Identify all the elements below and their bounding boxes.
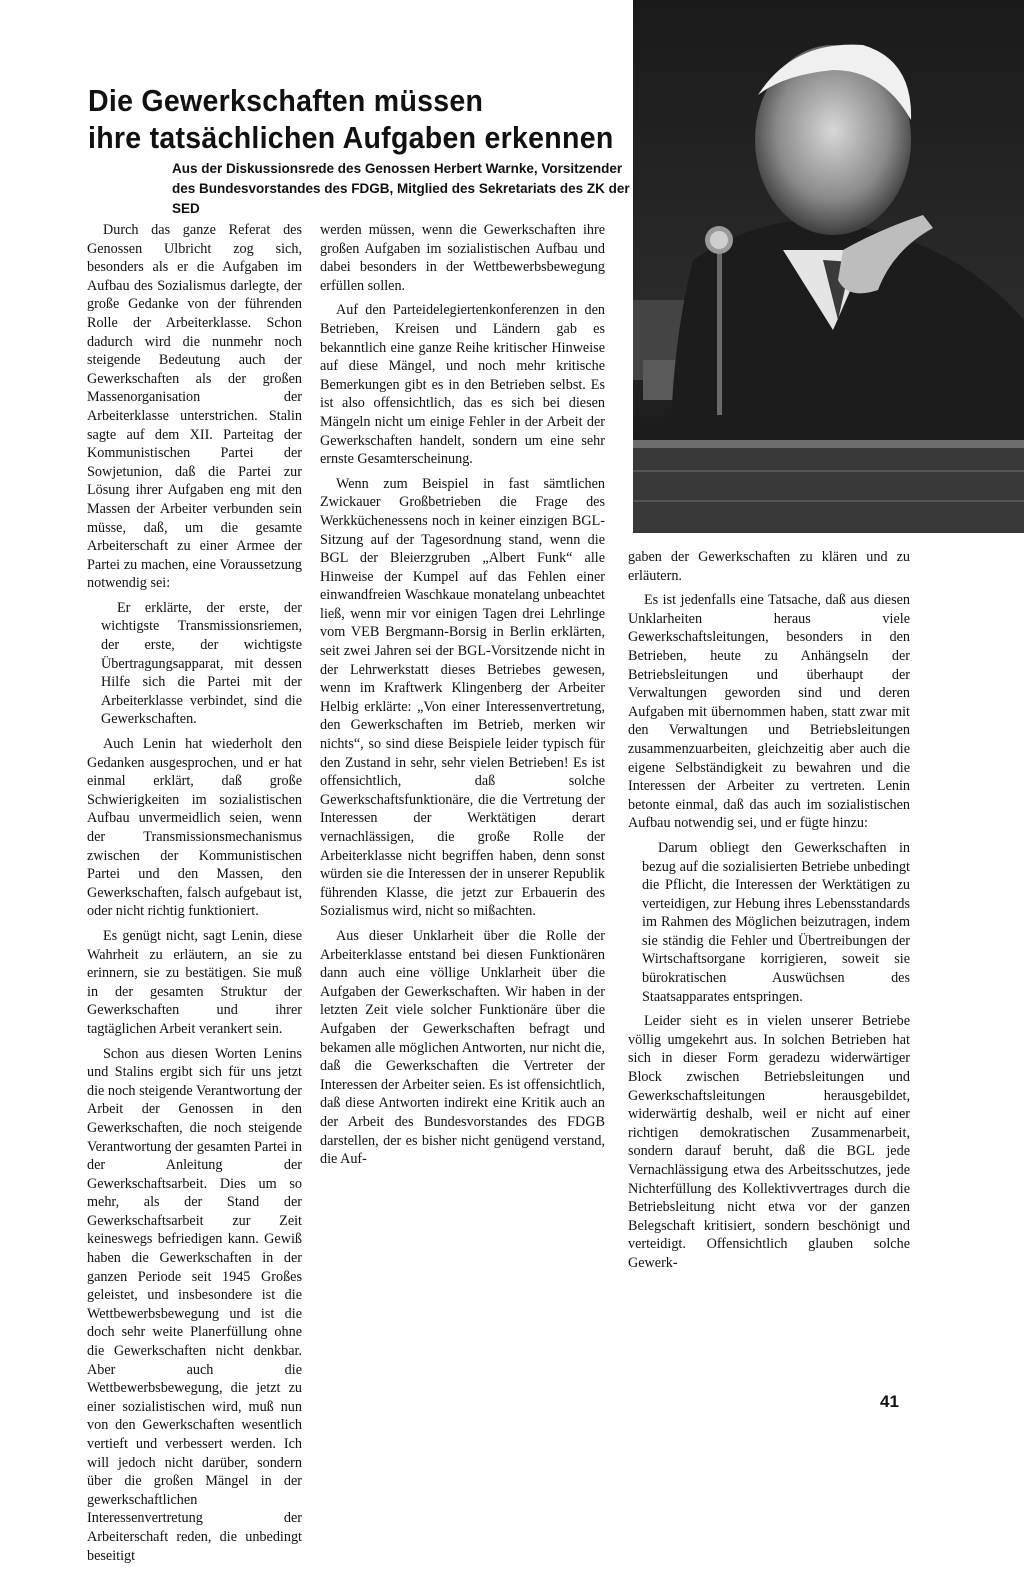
text-column-2 (320, 221, 605, 1175)
paragraph-quote: Darum obliegt den Gewerkschaften in bezug auf die sozialisierten Betriebe unbedingt die Pflicht, die Interessen der Werktätigen zu verteidigen, zur Hebung ihres Lebensstandards im Rahmen des Möglichen beizutragen, indem sie ständig die Fehler und Übertreibungen der Wirtschaftsorgane korrigieren, soweit sie bürokratischen Auswüchsen des Staatsapparates entspringen. (642, 839, 910, 1005)
paragraph: werden müssen, wenn die Gewerkschaften ihre großen Aufgaben im sozialistischen Aufbau und dabei besonders in der Wettbewerbsbewegung erfüllen sollen. (320, 222, 605, 294)
headline-line-1: Die Gewerkschaften müssen (88, 83, 484, 118)
paragraph-quote: Er erklärte, der erste, der wichtigste Transmissionsriemen, der erste, der wichtigste Übertragungsapparat, mit dessen Hilfe sich die Partei mit der Arbeiterklasse verbindet, sind die Gewerkschaften. (101, 599, 302, 728)
article-subtitle: Aus der Diskussionsrede des Genossen Herbert Warnke, Vorsitzender des Bundesvorstandes des FDGB, Mitglied des Sekretariats des ZK der SED (172, 161, 630, 216)
paragraph: Schon aus diesen Worten Lenins und Stalins ergibt sich für uns jetzt die noch steigende Verantwortung der Arbeit der Genossen in den Gewerkschaften, die noch steigende Verantwortung der gesamten Partei in der Anleitung der Gewerkschaftsarbeit. Dies um so mehr, als der Stand der Gewerkschaftsarbeit zur Zeit keineswegs befriedigen kann. Gewiß haben die Gewerkschaften in der ganzen Periode seit 1945 Großes geleistet, und insbesondere ist die Wettbewerbsbewegung und ist die doch sehr weite Planerfüllung ohne die Gewerkschaften nicht denkbar. Aber auch die Wettbewerbsbewegung, die jetzt zu einer sozialistischen wird, muß nun von den Gewerkschaften wesentlich vertieft und verbessert werden. Ich will jedoch nicht darüber, sondern über die großen Mängel in der gewerkschaftlichen Interessenvertretung der Arbeiterschaft reden, die unbedingt beseitigt (87, 1045, 302, 1564)
article-headline (88, 82, 614, 156)
paragraph: Es ist jedenfalls eine Tatsache, daß aus diesen Unklarheiten heraus viele Gewerkschaftsleitungen, besonders in den Betrieben, heute zu Anhängseln der Betriebsleitungen und überhaupt der Verwaltungen geworden sind und deren Aufgaben mit übernommen haben, statt zwar mit den Verwaltungen und Betriebsleitungen zusammenzuarbeiten, gleichzeitig aber auch die eigene Selbständigkeit zu bewahren und die Interessen der Arbeiter zu vertreten. Lenin betonte einmal, daß das auch im sozialistischen Aufbau notwendig sei, und er fügte hinzu: (628, 592, 910, 832)
page-number: 41 (880, 1392, 899, 1411)
paragraph: Durch das ganze Referat des Genossen Ulbricht zog sich, besonders als er die Aufgaben im Aufbau des Sozialismus darlegte, der große Gedanke von der führenden Rolle der Arbeiterklasse. Schon dadurch wird die nunmehr noch steigende Bedeutung auch der Gewerkschaften als der großen Massenorganisation der Arbeiterklasse unterstrichen. Stalin sagte auf dem XII. Parteitag der Kommunistischen Partei der Sowjetunion, daß die Partei zur Lösung ihrer Aufgaben eng mit den Massen der Arbeiter verbunden sein müsse, daß, um die gesamte Arbeiterschaft zu einer Armee der Partei zu machen, eine Voraussetzung notwendig sei: (87, 222, 302, 592)
paragraph: Leider sieht es in vielen unserer Betriebe völlig umgekehrt aus. In solchen Betrieben hat sich in dieser Form geradezu widerwärtiger Block zwischen Betriebsleitungen und Gewerkschaftsleitungen herausgebildet, widerwärtig deshalb, weil er nicht auf einer richtigen demokratischen Zusammenarbeit, sondern darauf beruht, daß die BGL jede Vernachlässigung etwa des Arbeitsschutzes, jede Nichterfüllung des Kollektivvertrages durch die Betriebsleitung nicht etwa vor der ganzen Belegschaft kritisiert, sondern beschönigt und verteidigt. Offensichtlich glauben solche Gewerk- (628, 1013, 910, 1271)
paragraph: Auch Lenin hat wiederholt den Gedanken ausgesprochen, und er hat einmal erklärt, daß große Schwierigkeiten im sozialistischen Aufbau unvermeidlich seien, wenn der Transmissionsmechanismus zwischen der Kommunistischen Partei und den Massen, den Gewerkschaften, falsch aufgebaut ist, oder nicht richtig funktioniert. (87, 736, 302, 920)
text-column-3 (628, 548, 910, 1279)
paragraph: gaben der Gewerkschaften zu klären und zu erläutern. (628, 549, 910, 584)
paragraph: Aus dieser Unklarheit über die Rolle der Arbeiterklasse entstand bei diesen Funktionären dann auch eine völlige Unklarheit über die Aufgaben der Gewerkschaften. Wir haben in der letzten Zeit viele solcher Funktionäre über die Aufgaben der Gewerkschaften befragt und bekamen alle möglichen Antworten, nur nicht die, daß die Gewerkschaften die Vertreter der Interessen der Arbeiter seien. Es ist offensichtlich, daß diese Antworten indirekt eine Kritik auch an der Arbeit des Bundesvorstandes des FDGB darstellen, der es bisher nicht genügend verstand, die Auf- (320, 927, 605, 1168)
speaker-photo-icon (633, 0, 1024, 533)
speaker-photo (633, 0, 1024, 533)
headline-line-2: ihre tatsächlichen Aufgaben erkennen (88, 120, 614, 155)
paragraph: Auf den Parteidelegiertenkonferenzen in den Betrieben, Kreisen und Ländern gab es bekanntlich eine ganze Reihe kritischer Hinweise auf diese Mängel, und noch mehr kritische Bemerkungen gibt es in den Betrieben selbst. Es ist also offensichtlich, das es sich bei diesen Mängeln nicht um einige Fehler in der Arbeit der Gewerkschaften handelt, sondern um eine sehr ernste Gesamterscheinung. (320, 302, 605, 468)
text-column-1 (87, 221, 302, 1571)
paragraph: Wenn zum Beispiel in fast sämtlichen Zwickauer Großbetrieben die Frage des Werkküchenessens noch in keiner einzigen BGL-Sitzung auf der Tagesordnung stand, wenn die BGL der Bleierzgruben „Albert Funk“ alle Hinweise der Kumpel auf das Fehlen einer einwandfreien Waschkaue monatelang unbeachtet ließ, wenn mir vor einigen Tagen drei Lehrlinge vom VEB Bergmann-Borsig in Berlin erklärten, seit zwei Jahren sei der BGL-Vorsitzende nicht in der Lehrwerkstatt dieses Betriebes gewesen, wenn im Kraftwerk Klingenberg der Arbeiter Helbig erklärte: „Von einer Interessenvertretung, den Gewerkschaften im Betrieb, merken wir nichts“, so sind diese Beispiele leider typisch für den Zustand in sehr, sehr vielen Betrieben! Es ist offensichtlich, daß solche Gewerkschaftsfunktionäre, die die Vertretung der Interessen der Werktätigen derart vernachlässigen, die große Rolle der Arbeiterklasse nicht begriffen haben, denn sonst würden sie die Interessen der in unserer Republik führenden Klasse, die jetzt zur Erbauerin des Sozialismus wird, nicht so mißachten. (320, 475, 605, 920)
paragraph: Es genügt nicht, sagt Lenin, diese Wahrheit zu erläutern, an sie zu erinnern, sie zu bestätigen. Sie muß in der gesamten Struktur der Gewerkschaften und ihrer tagtäglichen Arbeit verankert sein. (87, 927, 302, 1037)
